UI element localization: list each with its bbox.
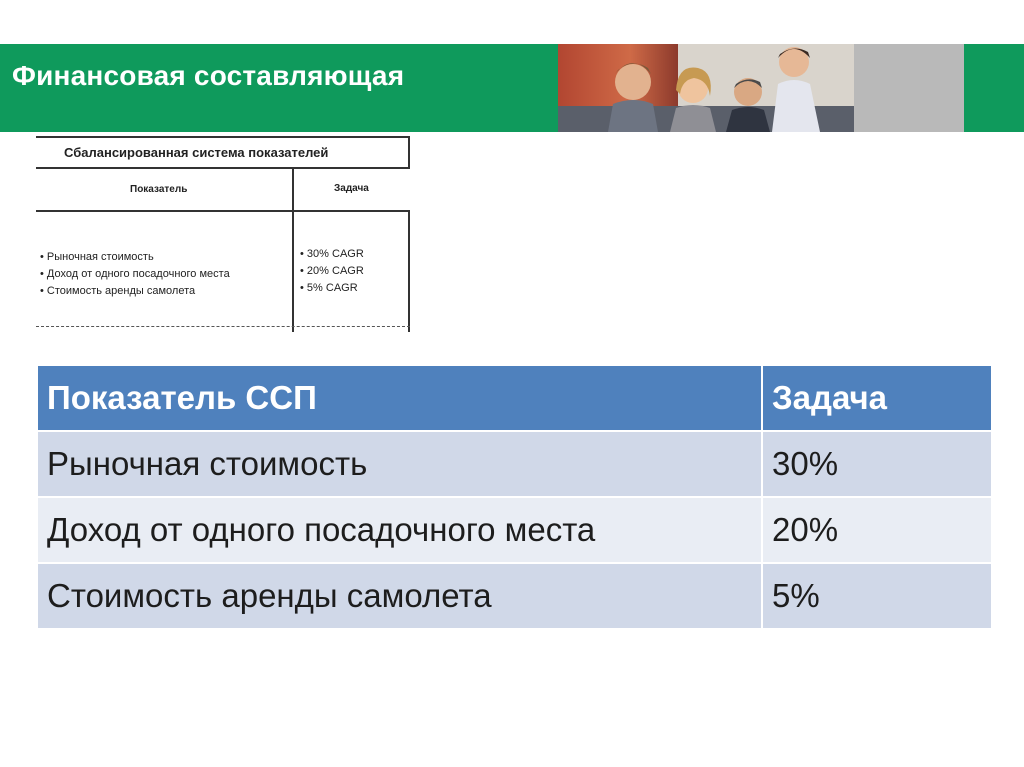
scan-indicator-item: • Стоимость аренды самолета xyxy=(40,283,230,300)
table-cell-target: 5% xyxy=(762,563,992,629)
scan-indicator-item: • Доход от одного посадочного места xyxy=(40,266,230,283)
scan-target-list xyxy=(300,246,364,297)
table-header-indicator: Показатель ССП xyxy=(37,365,762,431)
table-row xyxy=(37,431,992,497)
scan-target-item: • 20% CAGR xyxy=(300,263,364,280)
table-row xyxy=(37,497,992,563)
header-band xyxy=(0,44,1024,132)
table-header-row xyxy=(37,365,992,431)
table-cell-indicator: Рыночная стоимость xyxy=(37,431,762,497)
team-photo xyxy=(558,44,968,132)
scan-target-item: • 5% CAGR xyxy=(300,280,364,297)
slide-title: Финансовая составляющая xyxy=(12,60,405,91)
table-cell-target: 20% xyxy=(762,497,992,563)
scanned-scorecard-table xyxy=(36,136,410,332)
scan-column-indicator: Показатель xyxy=(130,184,188,195)
scan-title: Сбалансированная система показателей xyxy=(64,145,329,160)
people-photo-illustration xyxy=(558,44,858,132)
scan-indicator-item: • Рыночная стоимость xyxy=(40,249,230,266)
table-row xyxy=(37,563,992,629)
table-cell-indicator: Стоимость аренды самолета xyxy=(37,563,762,629)
scan-target-item: • 30% CAGR xyxy=(300,246,364,263)
table-cell-indicator: Доход от одного посадочного места xyxy=(37,497,762,563)
scan-indicator-list xyxy=(40,249,230,300)
table-header-target: Задача xyxy=(762,365,992,431)
scorecard-table xyxy=(36,364,993,630)
table-cell-target: 30% xyxy=(762,431,992,497)
photo-panel-grey xyxy=(854,44,964,132)
scan-column-target: Задача xyxy=(334,183,369,194)
